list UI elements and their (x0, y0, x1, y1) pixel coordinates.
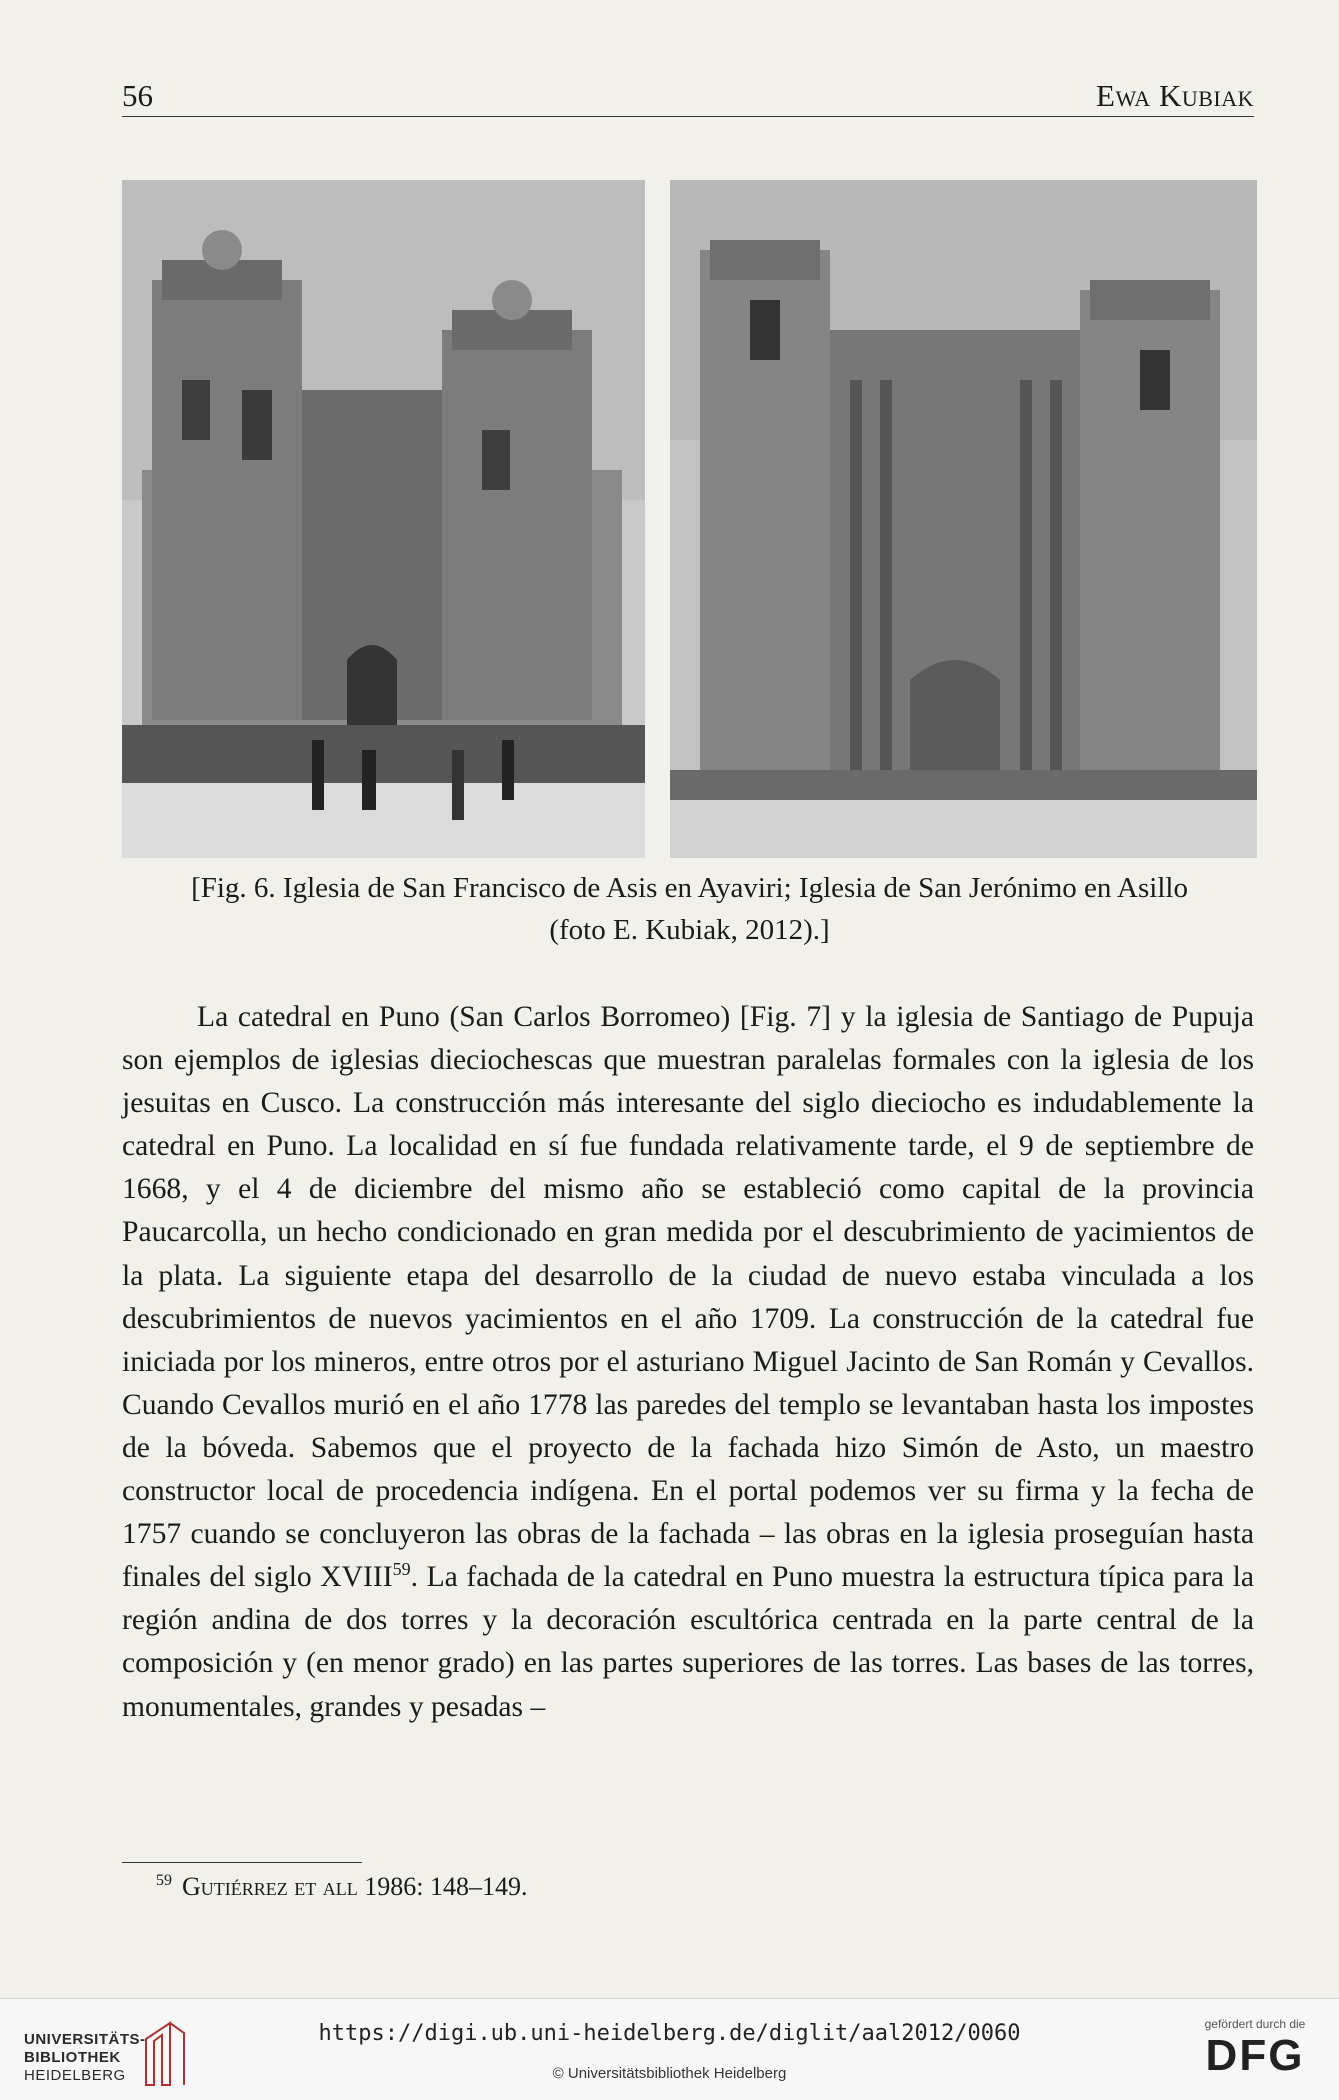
running-header (122, 78, 1254, 120)
figure-6 (122, 180, 1257, 858)
library-name-line-2: BIBLIOTHEK (24, 2049, 121, 2066)
dfg-logo: DFG (1205, 2031, 1305, 2080)
caption-line-1: [Fig. 6. Iglesia de San Francisco de Asis en Ayaviri; Iglesia de San Jerónimo en Asillo (191, 872, 1188, 904)
funded-by-text: gefördert durch die (1204, 2017, 1306, 2031)
caption-line-2: (foto E. Kubiak, 2012).] (549, 914, 830, 946)
photo-san-francisco-ayaviri (122, 180, 645, 858)
footnote-number: 59 (156, 1872, 172, 1890)
footnote-author: Gutiérrez et all (182, 1872, 358, 1901)
library-footer (0, 1998, 1339, 2100)
permalink-url[interactable]: https://digi.ub.uni-heidelberg.de/diglit/aal2012/0060 (318, 2021, 1021, 2046)
figure-caption (122, 867, 1257, 951)
library-name-line-1: UNIVERSITÄTS- (24, 2031, 146, 2048)
footnote-59 (156, 1872, 527, 1902)
body-text (122, 996, 1254, 1729)
paragraph-text-part-1: La catedral en Puno (San Carlos Borromeo) [Fig. 7] y la iglesia de Santiago de Pupuja son ejemplos de iglesias dieciochescas que muestran paralelas formales con la iglesia de los jesuitas en Cusco. La construcción más interesante del siglo dieciocho es indudablemente la catedral en Puno. La localidad en sí fue fundada relativamente tarde, el 9 de septiembre de 1668, y el 4 de diciembre del mismo año se estableció como capital de la provincia Paucarcolla, un hecho condicionado en gran medida por el descubrimiento de yacimientos de la plata. La siguiente etapa del desarrollo de la ciudad de nuevo estaba vinculada a los descubrimientos de nuevos yacimientos en el año 1709. La construcción de la catedral fue iniciada por los mineros, entre otros por el asturiano Miguel Jacinto de San Román y Cevallos. Cuando Cevallos murió en el año 1778 las paredes del templo se levantaban hasta los impostes de la bóveda. Sabemos que el proyecto de la fachada hizo Simón de Asto, un maestro constructor local de procedencia indígena. En el portal podemos ver su firma y la fecha de 1757 cuando se concluyeron las obras de la fachada – las obras en la iglesia proseguían hasta finales del siglo XVIII (122, 1001, 1254, 1594)
running-author: Ewa Kubiak (1096, 78, 1254, 113)
footnote-reference[interactable]: 59 (392, 1559, 411, 1580)
church-photo-left (122, 180, 645, 858)
footnote-reference-text: 1986: 148–149. (357, 1872, 528, 1901)
page-number: 56 (122, 78, 153, 113)
paragraph (122, 996, 1254, 1729)
church-photo-right (670, 180, 1257, 858)
photo-san-jeronimo-asillo (670, 180, 1257, 858)
paragraph-text-part-2: . La fachada de la catedral en Puno muestra la estructura típica para la región andina de dos torres y la decoración escultórica centrada en la parte central de la composición y (en menor grado) en las partes superiores de las torres. Las bases de las torres, monumentales, grandes y pesadas – (122, 1561, 1254, 1723)
dfg-funding (1195, 2017, 1315, 2081)
copyright-notice: © Universitätsbibliothek Heidelberg (552, 2065, 787, 2082)
header-rule (122, 116, 1254, 117)
footnote-rule (122, 1862, 362, 1863)
library-name-line-3: HEIDELBERG (24, 2067, 126, 2084)
